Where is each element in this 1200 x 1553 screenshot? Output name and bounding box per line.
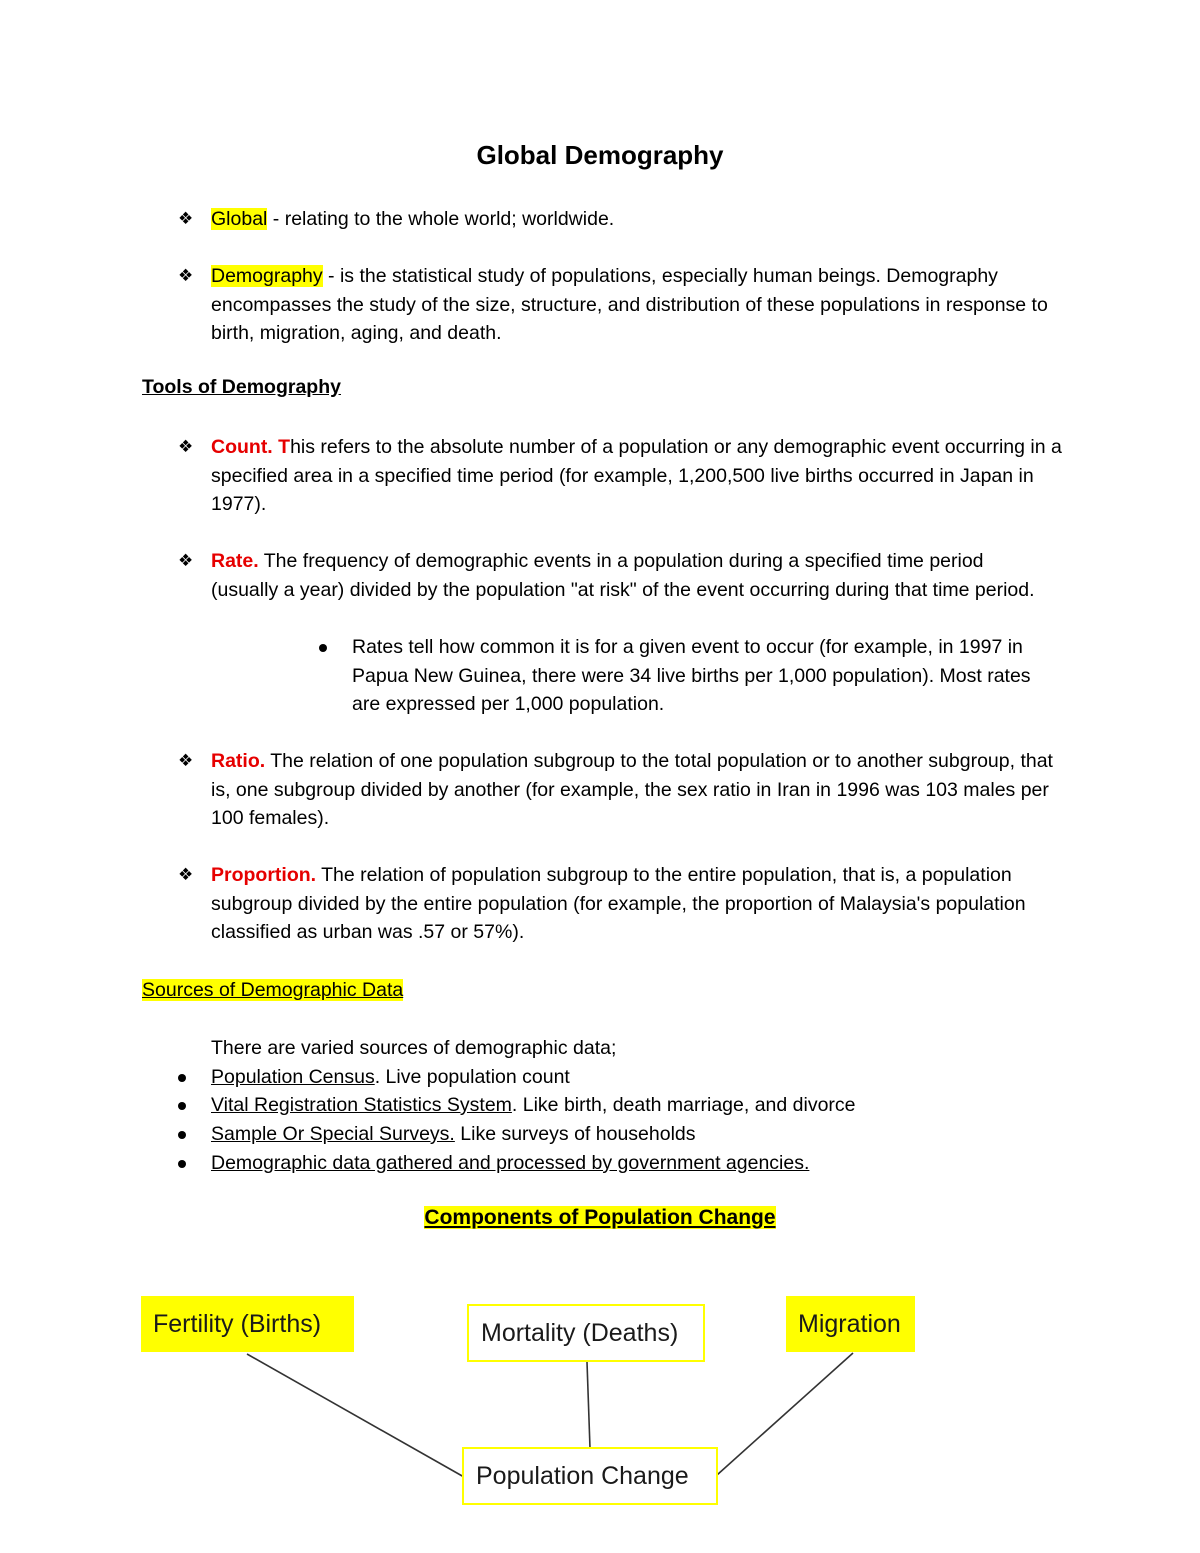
tools-heading: Tools of Demography [142,376,341,398]
term-demography: Demography [211,265,323,287]
tool-ratio: Ratio. The relation of one population subgroup to the total population or to another subgroup, that is, one subgroup divided by another (for example, the sex ratio in Iran in 1996 was 103 males per 100 females). [211,750,1053,829]
definition-global: Global - relating to the whole world; worldwide. [211,208,615,230]
diamond-bullet-icon: ❖ [178,551,194,570]
diamond-bullet-icon: ❖ [178,437,194,456]
tool-rate: Rate. The frequency of demographic events in a population during a specified time period (usually a year) divided by the population "at risk" of the event occurring during that time period. [211,550,1035,601]
sources-heading: Sources of Demographic Data [142,979,404,1001]
definition-demography: Demography - is the statistical study of populations, especially human beings. Demography encompasses the study of the size, structure, and distribution of these populations in response to birth, migration, aging, and death. [211,265,1048,344]
tool-proportion: Proportion. The relation of population subgroup to the entire population, that is, a population subgroup divided by the entire population (for example, the proportion of Malaysia's population classified as urban was .57 or 57%). [211,864,1026,943]
connector-migration [717,1353,853,1475]
diamond-bullet-icon: ❖ [178,865,194,884]
connector-fertility [247,1354,464,1477]
components-heading: Components of Population Change [424,1206,776,1229]
connector-mortality [587,1362,590,1448]
tool-count: Count. This refers to the absolute number of a population or any demographic event occurring in a specified area in a specified time period (for example, 1,200,500 live births occurred in Japan in 1977). [211,436,1062,515]
sources-intro: There are varied sources of demographic data; [211,1037,617,1059]
source-link-surveys: Sample Or Special Surveys. [211,1123,455,1145]
term-global: Global [211,208,268,230]
fertility-box: Fertility (Births) [141,1296,354,1352]
source-link-vital: Vital Registration Statistics System [211,1094,512,1116]
page-title: Global Demography [476,140,724,170]
source-link-government: Demographic data gathered and processed by government agencies. [211,1152,810,1174]
migration-box: Migration [786,1296,915,1352]
diamond-bullet-icon: ❖ [178,266,194,285]
source-link-census: Population Census [211,1066,375,1088]
diamond-bullet-icon: ❖ [178,209,194,228]
source-item: Vital Registration Statistics System. Like birth, death marriage, and divorce [211,1094,856,1116]
population-change-box: Population Change [462,1447,718,1505]
source-item: Sample Or Special Surveys. Like surveys of households [211,1123,696,1145]
tool-rate-note: Rates tell how common it is for a given event to occur (for example, in 1997 in Papua New Guinea, there were 34 live births per 1,000 population). Most rates are expressed per 1,000 population. [352,636,1031,715]
source-item: Population Census. Live population count [211,1066,570,1088]
mortality-box: Mortality (Deaths) [467,1304,705,1362]
diamond-bullet-icon: ❖ [178,751,194,770]
